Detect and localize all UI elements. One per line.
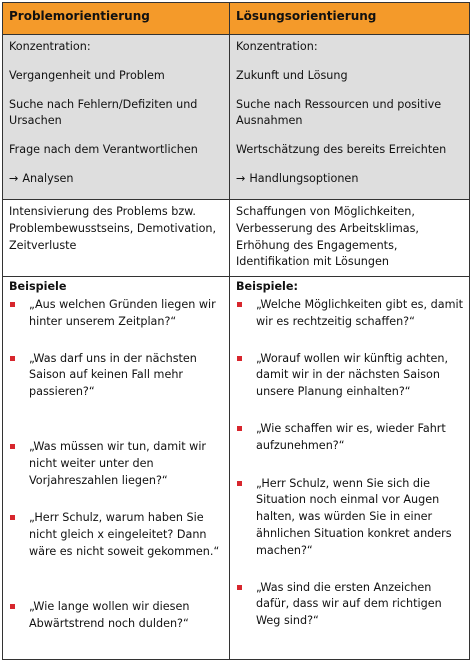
example-text: „Was müssen wir tun, damit wir nicht weiter unter den Vorjahreszahlen liegen?“: [29, 439, 207, 487]
list-item: [9, 351, 223, 401]
examples-label: Beispiele: [9, 280, 67, 294]
concentration-item: Frage nach dem Verantwortlichen: [9, 143, 198, 157]
list-item: [236, 297, 463, 331]
example-text: „Was darf uns in der nächsten Saison auf keinen Fall mehr passieren?“: [29, 351, 197, 399]
example-text: „Wie schaffen wir es, wieder Fahrt aufzunehmen?“: [256, 421, 446, 452]
concentration-item: Wertschätzung des bereits Erreichten: [236, 143, 447, 157]
square-bullet-icon: [237, 426, 242, 431]
concentration-result: [9, 171, 223, 188]
list-item: [9, 510, 223, 560]
concentration-row: [3, 35, 470, 200]
header-solution-orientation: Lösungsorientierung: [230, 3, 470, 35]
concentration-item: Suche nach Fehlern/Defiziten und Ursachen: [9, 97, 198, 128]
examples-row: [3, 277, 470, 660]
arrow-right-icon: →: [236, 171, 246, 185]
arrow-right-icon: →: [9, 171, 19, 185]
list-item: [236, 351, 463, 401]
square-bullet-icon: [10, 302, 15, 307]
list-item: [236, 580, 463, 630]
result-text: Analysen: [22, 171, 74, 185]
square-bullet-icon: [237, 356, 242, 361]
problem-concentration-cell: [3, 35, 230, 200]
square-bullet-icon: [10, 515, 15, 520]
concentration-label: Konzentration:: [236, 40, 318, 53]
solution-concentration-cell: [230, 35, 470, 200]
list-item: [9, 599, 223, 633]
problem-examples-cell: [3, 277, 230, 660]
comparison-table: [2, 2, 470, 660]
square-bullet-icon: [10, 356, 15, 361]
concentration-label: Konzentration:: [9, 40, 91, 53]
list-item: [236, 421, 463, 455]
header-problem-orientation: Problemorientierung: [3, 3, 230, 35]
examples-label: Beispiele:: [236, 280, 298, 294]
square-bullet-icon: [237, 585, 242, 590]
problem-examples-list: [9, 297, 223, 632]
list-item: [9, 297, 223, 331]
square-bullet-icon: [237, 481, 242, 486]
solution-effects-cell: Schaffungen von Möglichkeiten, Verbesserung des Arbeitsklimas, Erhöhung des Engagements, Identifikation mit Lösungen: [230, 200, 470, 277]
solution-examples-list: [236, 297, 463, 630]
example-text: „Worauf wollen wir künftig achten, damit wir in der nächsten Saison unsere Planung einhalten?“: [256, 351, 449, 399]
problem-effects-cell: Intensivierung des Problems bzw. Problembewusstseins, Demotivation, Zeitverluste: [3, 200, 230, 277]
concentration-result: [236, 171, 463, 188]
list-item: [236, 476, 463, 560]
example-text: „Aus welchen Gründen liegen wir hinter unserem Zeitplan?“: [29, 297, 216, 328]
result-text: Handlungsoptionen: [249, 171, 359, 185]
concentration-item: Zukunft und Lösung: [236, 68, 348, 82]
list-item: [9, 439, 223, 489]
square-bullet-icon: [10, 604, 15, 609]
example-text: „Wie lange wollen wir diesen Abwärtstrend noch dulden?“: [29, 599, 190, 630]
example-text: „Was sind die ersten Anzeichen dafür, dass wir auf dem richtigen Weg sind?“: [256, 580, 442, 628]
square-bullet-icon: [237, 302, 242, 307]
example-text: „Herr Schulz, wenn Sie sich die Situation noch einmal vor Augen halten, was würden Sie in einer ähnlichen Situation konkret anders machen?“: [256, 476, 452, 557]
effects-row: [3, 200, 470, 277]
square-bullet-icon: [10, 444, 15, 449]
solution-examples-cell: [230, 277, 470, 660]
example-text: „Herr Schulz, warum haben Sie nicht gleich x eingeleitet? Dann wäre es nicht soweit gekommen.“: [29, 511, 220, 558]
example-text: „Welche Möglichkeiten gibt es, damit wir es rechtzeitig schaffen?“: [256, 297, 463, 328]
header-row: [3, 3, 470, 35]
concentration-item: Vergangenheit und Problem: [9, 68, 165, 82]
concentration-item: Suche nach Ressourcen und positive Ausnahmen: [236, 97, 442, 128]
